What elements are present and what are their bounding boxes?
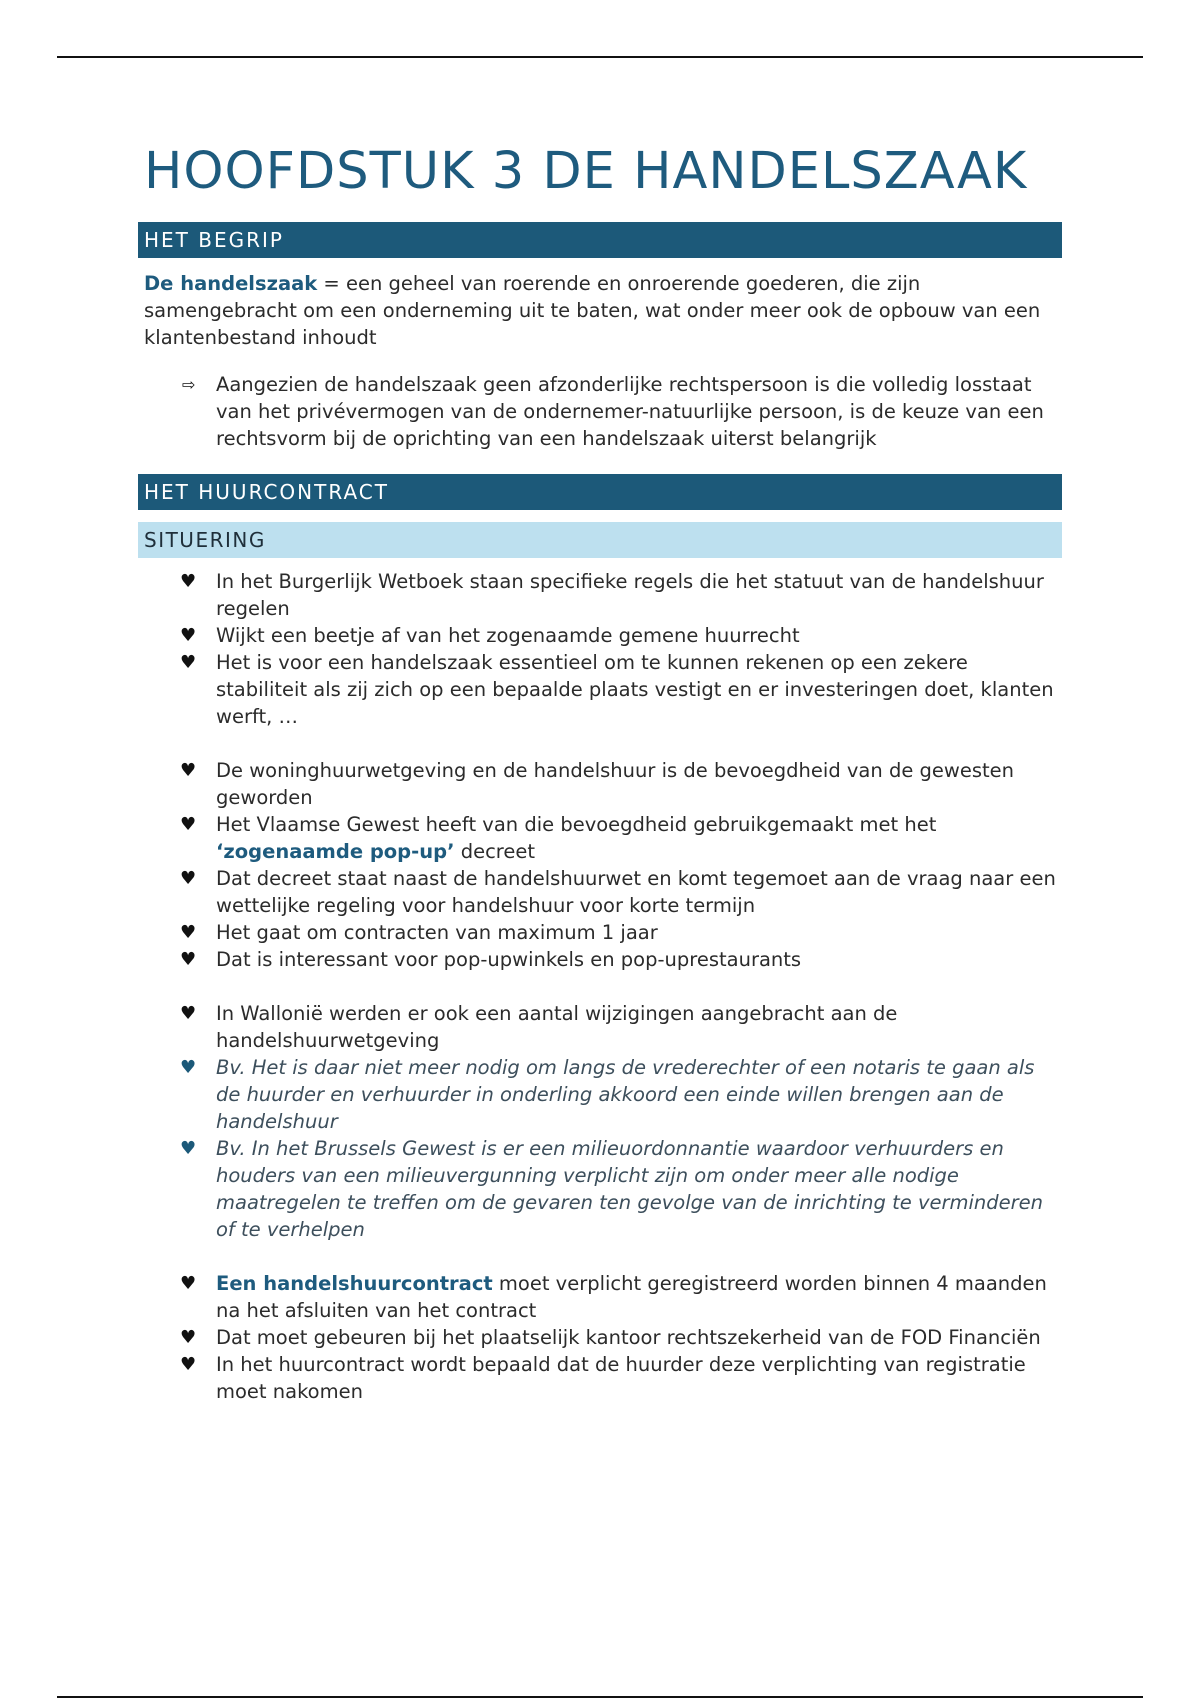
heart-bullet-icon: ♥: [180, 760, 197, 781]
list-item: [138, 649, 1062, 730]
list-item-text: Het gaat om contracten van maximum 1 jaar: [216, 921, 658, 944]
heart-bullet-icon: ♥: [180, 1327, 197, 1348]
situering-list: [138, 568, 1062, 1405]
footer-rule: [57, 1696, 1143, 1698]
list-item: [138, 1324, 1062, 1351]
list-item-text: Dat moet gebeuren bij het plaatselijk kantoor rechtszekerheid van de FOD Financiën: [216, 1326, 1041, 1349]
heart-bullet-icon: ♥: [180, 1057, 197, 1078]
list-item: [138, 1000, 1062, 1054]
example-text: Bv. Het is daar niet meer nodig om langs de vrederechter of een notaris te gaan als de huurder en verhuurder in onderling akkoord een einde willen brengen aan de handelshuur: [216, 1056, 1035, 1133]
list-item-text: Het is voor een handelszaak essentieel om te kunnen rekenen op een zekere stabiliteit als zij zich op een bepaalde plaats vestigt en er investeringen doet, klanten werft, …: [216, 651, 1054, 728]
list-spacer: [138, 973, 1062, 1000]
list-item-text: moet verplicht geregistreerd worden binnen 4 maanden na het afsluiten van het contract: [216, 1272, 1047, 1322]
list-item-text: In het huurcontract wordt bepaald dat de huurder deze verplichting van registratie moet nakomen: [216, 1353, 1026, 1403]
definition-paragraph: [144, 270, 1062, 351]
heart-bullet-icon: ♥: [180, 949, 197, 970]
list-item: [138, 757, 1062, 811]
list-spacer: [138, 1243, 1062, 1270]
list-item-text: In het Burgerlijk Wetboek staan specifieke regels die het statuut van de handelshuur regelen: [216, 570, 1044, 620]
list-spacer: [138, 730, 1062, 757]
list-item: [138, 371, 1062, 452]
list-item: [138, 1351, 1062, 1405]
list-item-text: De woninghuurwetgeving en de handelshuur is de bevoegdheid van de gewesten geworden: [216, 759, 1014, 809]
heart-bullet-icon: ♥: [180, 1273, 197, 1294]
list-item-text: Wijkt een beetje af van het zogenaamde gemene huurrecht: [216, 624, 800, 647]
heart-bullet-icon: ♥: [180, 571, 197, 592]
section-heading-begrip: HET BEGRIP: [138, 222, 1062, 258]
list-item-text: Aangezien de handelszaak geen afzonderlijke rechtspersoon is die volledig losstaat van het privévermogen van de ondernemer-natuurlijke persoon, is de keuze van een rechtsvorm bij de oprichting van een handelszaak uiterst belangrijk: [216, 373, 1044, 450]
handelshuurcontract-term: Een handelshuurcontract: [216, 1272, 493, 1295]
definition-term: De handelszaak: [144, 272, 318, 295]
definition-text: = een geheel van roerende en onroerende goederen, die zijn samengebracht om een onderneming uit te baten, wat onder meer ook de opbouw van een klantenbestand inhoudt: [144, 272, 1041, 349]
list-item: [138, 622, 1062, 649]
heart-bullet-icon: ♥: [180, 625, 197, 646]
example-item: [138, 1054, 1062, 1135]
heart-bullet-icon: ♥: [180, 652, 197, 673]
heart-bullet-icon: ♥: [180, 1003, 197, 1024]
header-rule: [57, 56, 1143, 58]
heart-bullet-icon: ♥: [180, 868, 197, 889]
list-item-text: Het Vlaamse Gewest heeft van die bevoegdheid gebruikgemaakt met het: [216, 813, 937, 836]
example-text: Bv. In het Brussels Gewest is er een milieuordonnantie waardoor verhuurders en houders van een milieuvergunning verplicht zijn om onder meer alle nodige maatregelen te treffen om de gevaren ten gevolge van de inrichting te verminderen of te verhelpen: [216, 1137, 1044, 1241]
list-item-text: Dat decreet staat naast de handelshuurwet en komt tegemoet aan de vraag naar een wettelijke regeling voor handelshuur voor korte termijn: [216, 867, 1056, 917]
list-item: [138, 865, 1062, 919]
list-item-text: In Wallonië werden er ook een aantal wijzigingen aangebracht aan de handelshuurwetgeving: [216, 1002, 898, 1052]
list-item: [138, 919, 1062, 946]
list-item-text: Dat is interessant voor pop-upwinkels en pop-uprestaurants: [216, 948, 802, 971]
list-item-text: decreet: [454, 840, 536, 863]
list-item: [138, 1270, 1062, 1324]
example-item: [138, 1135, 1062, 1243]
list-item: [138, 946, 1062, 973]
arrow-right-icon: ⇨: [182, 375, 196, 394]
heart-bullet-icon: ♥: [180, 922, 197, 943]
chapter-title: HOOFDSTUK 3 DE HANDELSZAAK: [144, 142, 1028, 201]
arrow-list: [138, 371, 1062, 452]
document-page: [138, 140, 1062, 1405]
list-item: [138, 568, 1062, 622]
heart-bullet-icon: ♥: [180, 1354, 197, 1375]
list-item: [138, 811, 1062, 865]
subsection-heading-situering: SITUERING: [138, 522, 1062, 558]
popup-decree-term: ‘zogenaamde pop-up’: [216, 840, 455, 863]
section-heading-huurcontract: HET HUURCONTRACT: [138, 474, 1062, 510]
heart-bullet-icon: ♥: [180, 1138, 197, 1159]
heart-bullet-icon: ♥: [180, 814, 197, 835]
